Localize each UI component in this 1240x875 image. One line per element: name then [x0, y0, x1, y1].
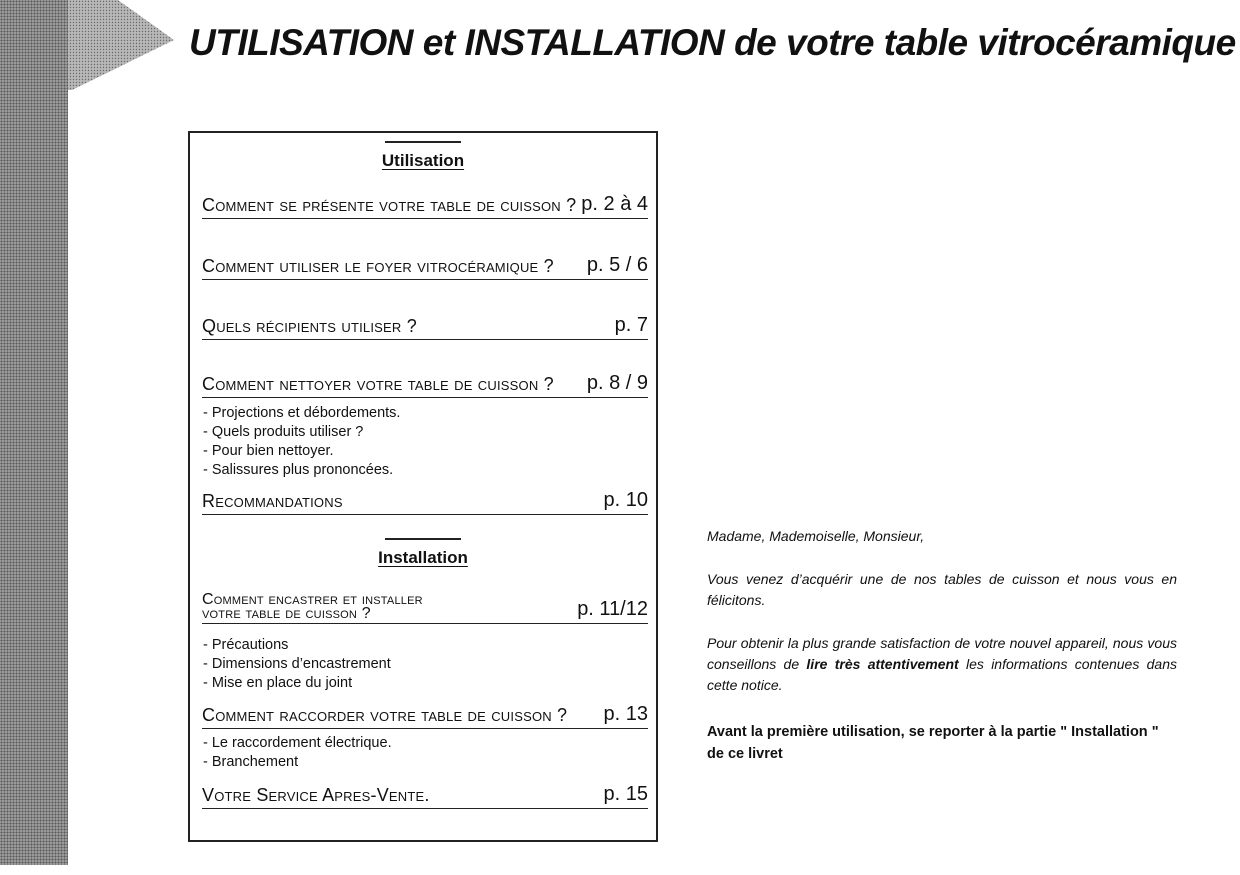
letter-paragraph: Pour obtenir la plus grande satisfaction de votre nouvel appareil, nous vous conseillons de lire très attentivement les informations contenues dans cette notice.: [707, 635, 1177, 693]
list-item: - Branchement: [203, 754, 299, 770]
arrow-shape-icon: [0, 0, 175, 90]
salutation: Madame, Mademoiselle, Monsieur,: [707, 528, 925, 544]
installation-section-heading: [190, 538, 656, 568]
letter-paragraph: Vous venez d’acquérir une de nos tables de cuisson et nous vous en félicitons.: [707, 571, 1177, 608]
toc-entry[interactable]: Recommandations p. 10: [202, 489, 648, 515]
toc-entry[interactable]: Comment utiliser le foyer vitrocéramique ? p. 5 / 6: [202, 254, 648, 280]
letter-block: [707, 526, 1177, 696]
toc-entry[interactable]: Votre Service Apres-Vente. p. 15: [202, 783, 648, 809]
nettoyer-sub-list: [203, 404, 400, 480]
toc-entry[interactable]: Comment se présente votre table de cuisson ? p. 2 à 4: [202, 193, 648, 219]
installation-heading: Installation: [378, 548, 468, 567]
page-title: UTILISATION et INSTALLATION de votre table vitrocéramique: [189, 22, 1236, 63]
raccorder-sub-list: [203, 734, 392, 772]
utilisation-section-heading: [190, 141, 656, 171]
list-item: - Quels produits utiliser ?: [203, 424, 364, 440]
installation-note: Avant la première utilisation, se reporter à la partie " Installation " de ce livret: [707, 724, 1159, 762]
toc-entry[interactable]: Comment raccorder votre table de cuisson ? p. 13: [202, 703, 648, 729]
list-item: - Dimensions d’encastrement: [203, 656, 391, 672]
list-item: - Salissures plus prononcées.: [203, 462, 394, 478]
utilisation-heading: Utilisation: [381, 151, 465, 170]
encastrer-sub-list: [203, 636, 391, 693]
toc-entry[interactable]: Comment encastrer et installer votre table de cuisson ? p. 11/12: [202, 591, 648, 622]
table-of-contents: [188, 131, 658, 842]
list-item: - Pour bien nettoyer.: [203, 443, 334, 459]
list-item: - Mise en place du joint: [203, 675, 353, 691]
list-item: - Précautions: [203, 637, 289, 653]
toc-entry[interactable]: Comment nettoyer votre table de cuisson ? p. 8 / 9: [202, 372, 648, 398]
list-item: - Projections et débordements.: [203, 405, 401, 421]
decorative-side-bar: [0, 0, 68, 865]
list-item: - Le raccordement électrique.: [203, 735, 392, 751]
toc-entry[interactable]: Quels récipients utiliser ? p. 7: [202, 314, 648, 340]
